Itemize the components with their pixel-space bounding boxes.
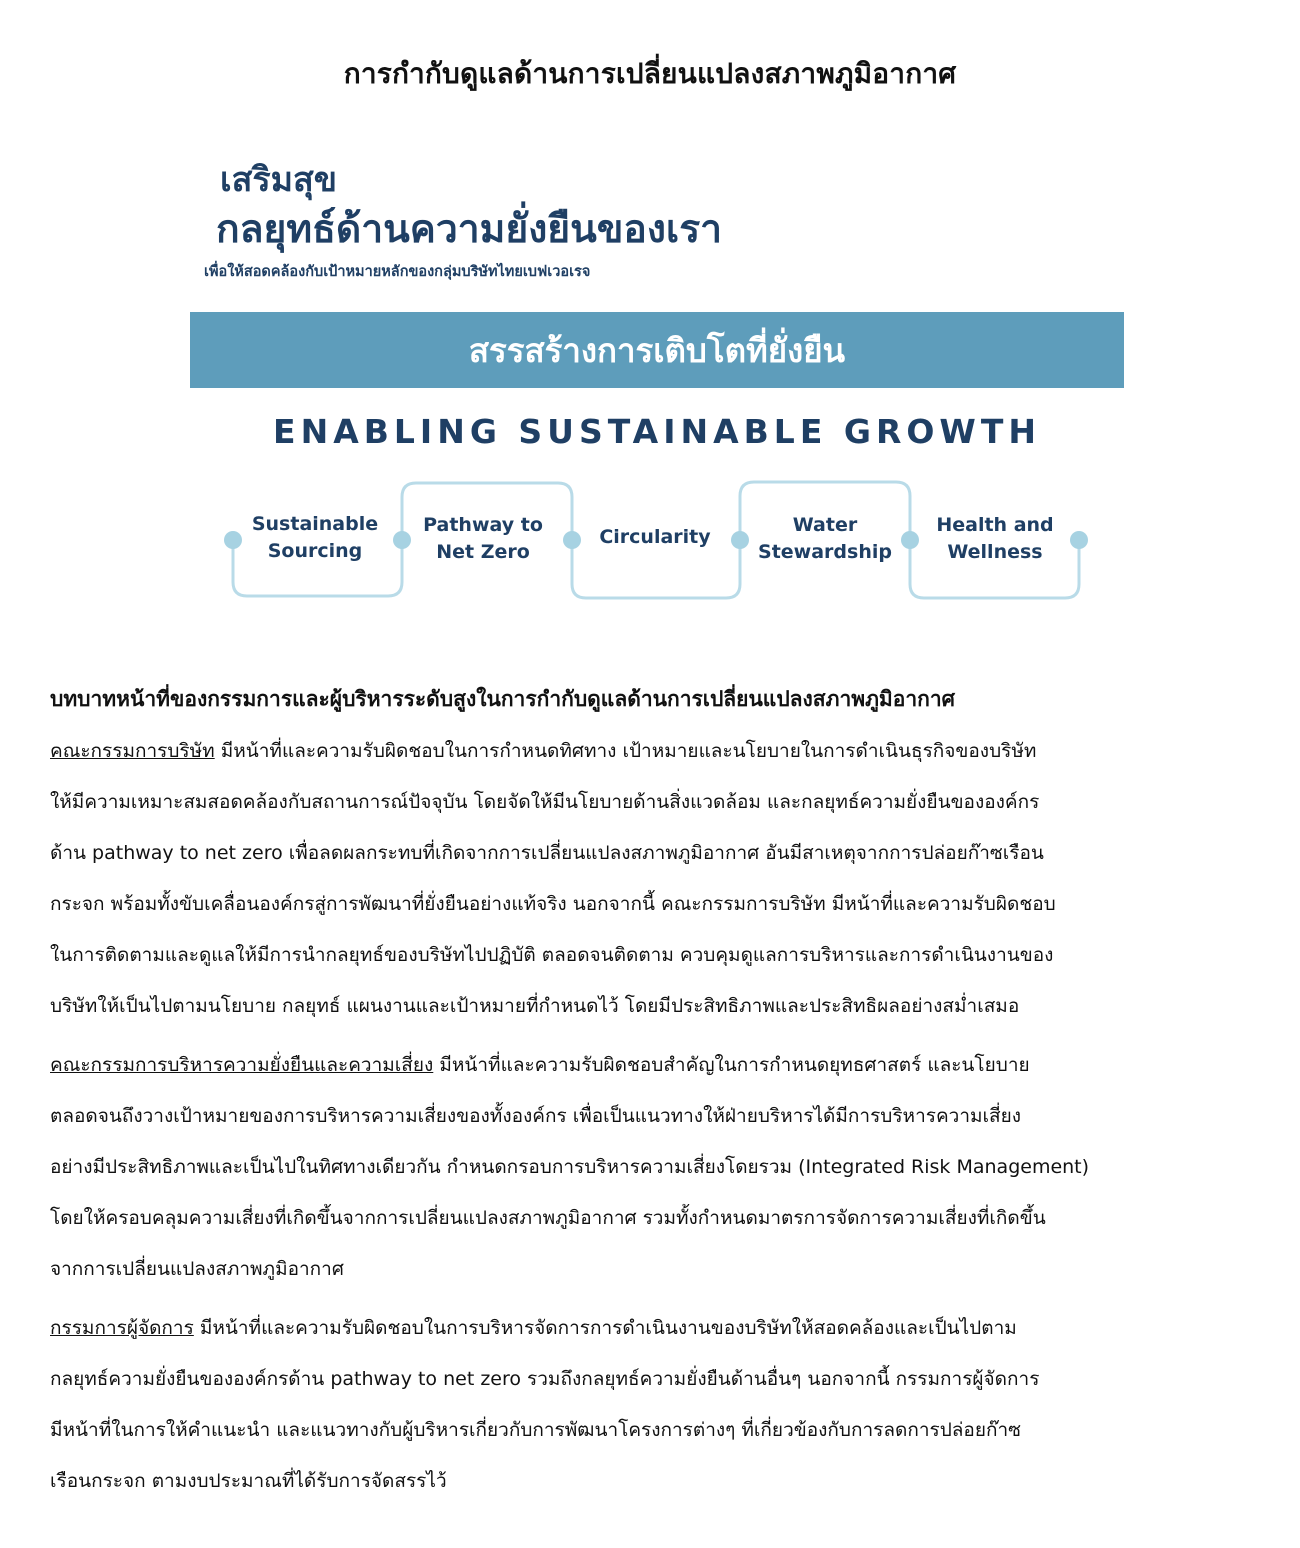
pillar-label-line1: Health and <box>936 514 1054 536</box>
paragraph-line <box>50 1040 1250 1091</box>
pillar-label-line2: Net Zero <box>436 541 530 563</box>
paragraph-line-text: มีหน้าที่และความรับผิดชอบในการกำหนดทิศทาง เป้าหมายและนโยบายในการดำเนินธุรกิจของบริษัท <box>214 740 1037 762</box>
paragraph-line: จากการเปลี่ยนแปลงสภาพภูมิอากาศ <box>50 1258 344 1280</box>
pillar-label-line1: Sustainable <box>251 513 379 535</box>
role-title: กรรมการผู้จัดการ <box>50 1317 194 1339</box>
paragraph-line-text: มีหน้าที่และความรับผิดชอบในการบริหารจัดการการดำเนินงานของบริษัทให้สอดคล้องและเป็นไปตาม <box>193 1317 1017 1339</box>
pillar-health-and-wellness <box>920 512 1070 566</box>
pillar-pathway-to-net-zero <box>408 512 558 566</box>
paragraph-line: บริษัทให้เป็นไปตามนโยบาย กลยุทธ์ แผนงานและเป้าหมายที่กำหนดไว้ โดยมีประสิทธิภาพและประสิทธิผลอย่างสม่ำเสมอ <box>50 995 1020 1017</box>
infographic-company-name: เสริมสุข <box>220 160 338 200</box>
paragraph-line: ด้าน pathway to net zero เพื่อลดผลกระทบที่เกิดจากการเปลี่ยนแปลงสภาพภูมิอากาศ อันมีสาเหตุจากการปล่อยก๊าซเรือน <box>50 842 1044 864</box>
pathway-node-5 <box>901 531 919 549</box>
paragraph-line: ตลอดจนถึงวางเป้าหมายของการบริหารความเสี่ยงของทั้งองค์กร เพื่อเป็นแนวทางให้ฝ่ายบริหารได้มีการบริหารความเสี่ยง <box>50 1105 1022 1127</box>
pillar-label-line1: Circularity <box>599 526 711 548</box>
pillar-sustainable-sourcing <box>240 511 390 565</box>
pillar-circularity <box>580 524 730 551</box>
paragraph-line: ให้มีความเหมาะสมสอดคล้องกับสถานการณ์ปัจจุบัน โดยจัดให้มีนโยบายด้านสิ่งแวดล้อม และกลยุทธ์ความยั่งยืนขององค์กร <box>50 791 1040 813</box>
pillar-label-line2: Sourcing <box>267 540 363 562</box>
paragraph-line: เรือนกระจก ตามงบประมาณที่ได้รับการจัดสรรไว้ <box>50 1470 447 1492</box>
sustainability-strategy-infographic <box>190 150 1124 620</box>
paragraph-managing-director <box>50 1303 1250 1507</box>
paragraph-line: อย่างมีประสิทธิภาพและเป็นไปในทิศทางเดียวกัน กำหนดกรอบการบริหารความเสี่ยงโดยรวม (Integrated Risk Management) <box>50 1156 1090 1178</box>
paragraph-line: กระจก พร้อมทั้งขับเคลื่อนองค์กรสู่การพัฒนาที่ยั่งยืนอย่างแท้จริง นอกจากนี้ คณะกรรมการบริษัท มีหน้าที่และความรับผิดชอบ <box>50 893 1056 915</box>
governance-content <box>50 682 1250 1515</box>
paragraph-line <box>50 726 1250 777</box>
paragraph-line: ในการติดตามและดูแลให้มีการนำกลยุทธ์ของบริษัทไปปฏิบัติ ตลอดจนติดตาม ควบคุมดูแลการบริหารและการดำเนินงานของ <box>50 944 1054 966</box>
pillar-label-line1: Pathway to <box>423 514 543 536</box>
pillar-label-line2: Wellness <box>947 541 1043 563</box>
pathway-node-6 <box>1070 531 1088 549</box>
infographic-heading: กลยุทธ์ด้านความยั่งยืนของเรา <box>216 207 723 252</box>
paragraph-board-of-directors <box>50 726 1250 1032</box>
paragraph-line-text: มีหน้าที่และความรับผิดชอบสำคัญในการกำหนดยุทธศาสตร์ และนโยบาย <box>433 1054 1030 1076</box>
infographic-tagline: ENABLING SUSTAINABLE GROWTH <box>273 412 1041 451</box>
section-heading: บทบาทหน้าที่ของกรรมการและผู้บริหารระดับสูงในการกำกับดูแลด้านการเปลี่ยนแปลงสภาพภูมิอากาศ <box>50 687 956 711</box>
pillar-water-stewardship <box>750 512 900 566</box>
paragraph-sustainability-risk-committee <box>50 1040 1250 1295</box>
role-title: คณะกรรมการบริหารความยั่งยืนและความเสี่ยง <box>50 1054 434 1076</box>
page-title: การกำกับดูแลด้านการเปลี่ยนแปลงสภาพภูมิอากาศ <box>343 57 957 90</box>
paragraph-line: กลยุทธ์ความยั่งยืนขององค์กรด้าน pathway to net zero รวมถึงกลยุทธ์ความยั่งยืนด้านอื่นๆ นอกจากนี้ กรรมการผู้จัดการ <box>50 1368 1040 1390</box>
pathway-node-4 <box>731 531 749 549</box>
banner-text: สรรสร้างการเติบโตที่ยั่งยืน <box>468 330 846 370</box>
paragraph-line: โดยให้ครอบคลุมความเสี่ยงที่เกิดขึ้นจากการเปลี่ยนแปลงสภาพภูมิอากาศ รวมทั้งกำหนดมาตรการจัดการความเสี่ยงที่เกิดขึ้น <box>50 1207 1046 1229</box>
pillar-label-line2: Stewardship <box>758 541 892 563</box>
paragraph-line: มีหน้าที่ในการให้คำแนะนำ และแนวทางกับผู้บริหารเกี่ยวกับการพัฒนาโครงการต่างๆ ที่เกี่ยวข้องกับการลดการปล่อยก๊าซ <box>50 1419 1022 1441</box>
infographic-subline: เพื่อให้สอดคล้องกับเป้าหมายหลักของกลุ่มบริษัทไทยเบฟเวอเรจ <box>204 264 591 280</box>
pathway-node-3 <box>563 531 581 549</box>
paragraph-line <box>50 1303 1250 1354</box>
pillar-label-line1: Water <box>792 514 858 536</box>
role-title: คณะกรรมการบริษัท <box>50 740 215 762</box>
